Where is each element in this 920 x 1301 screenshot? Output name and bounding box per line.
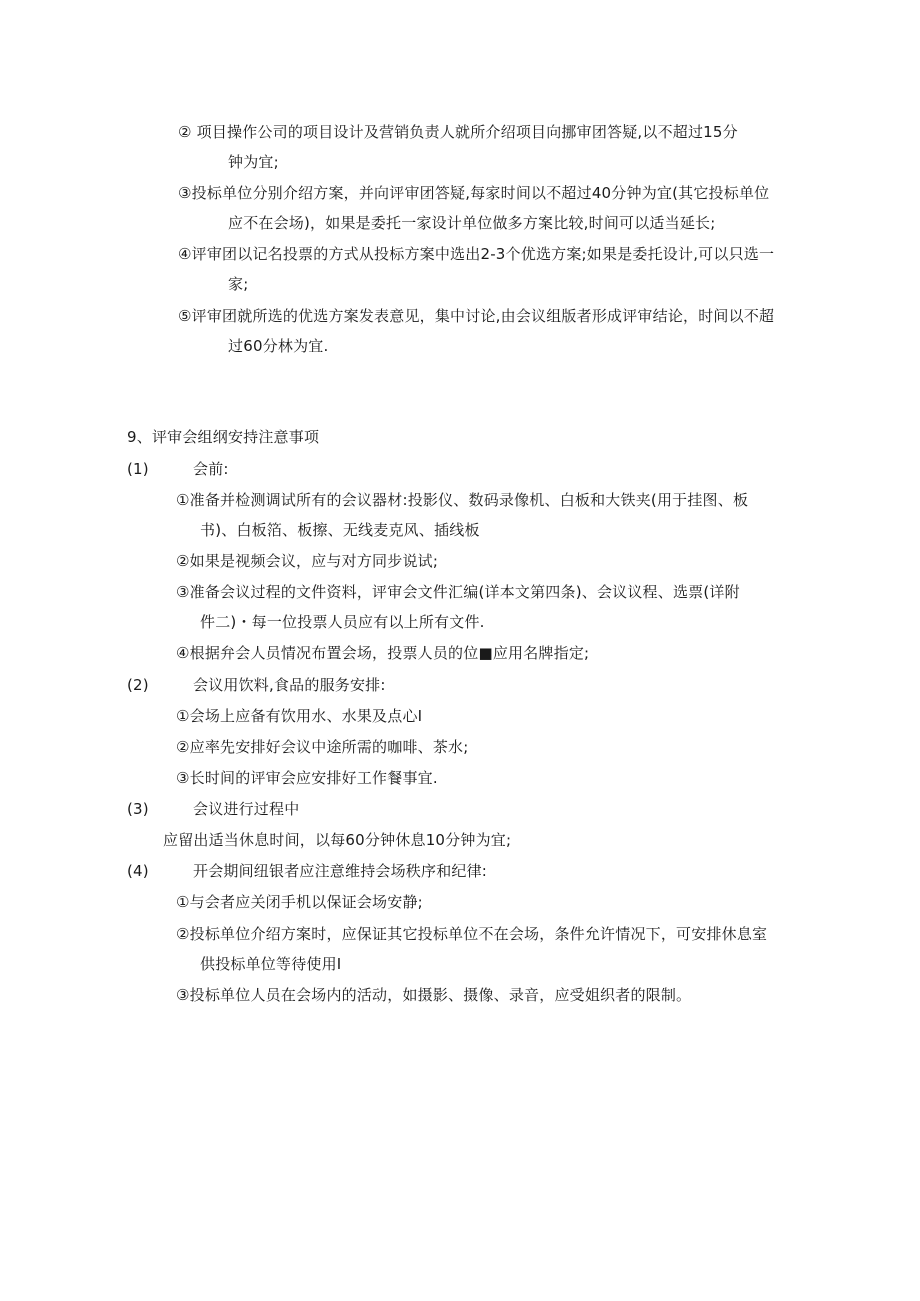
group-3-heading: 会议进行过程中 <box>193 800 300 818</box>
step-3-line1: ③投标单位分别介绍方案，并向评审团答疑,每家时间以不超过40分钟为宜(其它投标单位 <box>178 184 770 202</box>
step-4-line1: ④评审团以记名投票的方式从投标方案中选出2-3个优选方案;如果是委托设计,可以只选一 <box>178 245 775 263</box>
group-3-body: 应留出适当休息时间，以每60分钟休息10分钟为宜; <box>163 831 512 849</box>
group-4-label: (4) <box>127 862 149 880</box>
group-1-heading: 会前: <box>193 460 229 478</box>
group-3-label: (3) <box>127 800 149 818</box>
group-4-item-3: ③投标单位人员在会场内的活动，如摄影、摄像、录音，应受姐织者的限制。 <box>176 986 692 1004</box>
group-2-item-1: ①会场上应备有饮用水、水果及点心I <box>176 707 423 725</box>
group-4-item-2-line1: ②投标单位介绍方案时，应保证其它投标单位不在会场，条件允许情况下，可安排休息室 <box>176 925 768 943</box>
step-5-line1: ⑤评审团就所选的优选方案发表意见，集中讨论,由会议组版者形成评审结论，时间以不超 <box>178 307 775 325</box>
group-1-label: (1) <box>127 460 149 478</box>
group-1-item-1-line2: 书)、白板箔、板擦、无线麦克风、插线板 <box>200 521 480 539</box>
group-2-item-3: ③长时间的评审会应安排好工作餐事宜. <box>176 769 438 787</box>
step-3-line2: 应不在会场)，如果是委托一家设计单位做多方案比较,时间可以适当延长; <box>228 214 716 232</box>
group-2-label: (2) <box>127 676 149 694</box>
group-4-item-1: ①与会者应关闭手机以保证会场安静; <box>176 893 423 911</box>
group-1-item-3-line1: ③准备会议过程的文件资料，评审会文件汇编(详本文第四条)、会议议程、选票(详附 <box>176 583 740 601</box>
group-1-item-4: ④根据弁会人员情况布置会场，投票人员的位■应用名牌指定; <box>176 644 590 662</box>
group-1-item-3-line2: 件二)・每一位投票人员应有以上所有文件. <box>200 613 485 631</box>
step-2-line1: ② 项目操作公司的项目设计及营销负责人就所介绍项目向挪审团答疑,以不超过15分 <box>178 123 738 141</box>
group-1-item-1-line1: ①准备并检测调试所有的会议器材:投影仪、数码录像机、白板和大铁夹(用于挂图、板 <box>176 491 749 509</box>
group-1-item-2: ②如果是视频会议，应与对方同步说试; <box>176 552 439 570</box>
step-5-line2: 过60分林为宜. <box>228 337 329 355</box>
step-2-line2: 钟为宜; <box>228 153 279 171</box>
group-2-item-2: ②应率先安排好会议中途所需的咖啡、茶水; <box>176 738 469 756</box>
group-4-item-2-line2: 供投标单位等待使用I <box>200 955 342 973</box>
group-2-heading: 会议用饮料,食品的服务安排: <box>193 676 386 694</box>
step-4-line2: 家; <box>228 275 249 293</box>
section9-title: 9、评审会组纲安持注意事项 <box>127 428 320 446</box>
group-4-heading: 开会期间纽银者应注意维持会场秩序和纪律: <box>193 862 488 880</box>
